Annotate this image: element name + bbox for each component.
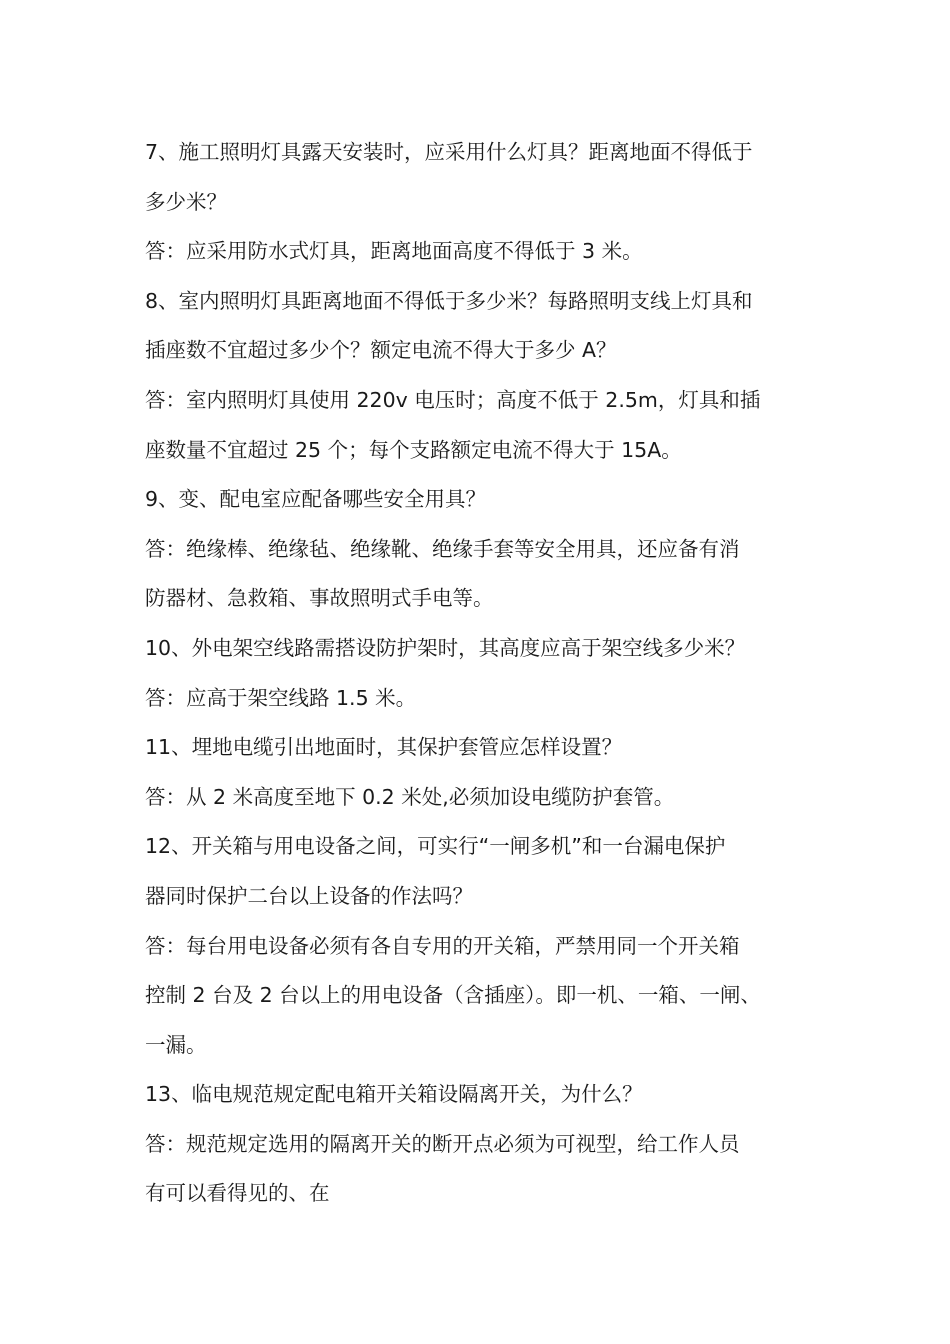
text-line-a11: 答：从 2 米高度至地下 0.2 米处,必须加设电缆防护套管。 bbox=[145, 784, 675, 809]
text-line-a8-1: 答：室内照明灯具使用 220v 电压时；高度不低于 2.5m，灯具和插 bbox=[145, 387, 761, 412]
text-line-a12-2: 控制 2 台及 2 台以上的用电设备（含插座）。即一机、一箱、一闸、 bbox=[145, 983, 761, 1008]
text-line-a10: 答：应高于架空线路 1.5 米。 bbox=[145, 685, 417, 710]
text-line-q8-1: 8、室内照明灯具距离地面不得低于多少米？每路照明支线上灯具和 bbox=[145, 288, 753, 313]
text-line-a13-2: 有可以看得见的、在 bbox=[145, 1181, 330, 1206]
text-line-q7-1: 7、施工照明灯具露天安装时，应采用什么灯具？距离地面不得低于 bbox=[145, 140, 753, 164]
text-line-q8-2: 插座数不宜超过多少个？额定电流不得大于多少 A？ bbox=[145, 338, 617, 363]
text-line-a12-3: 一漏。 bbox=[145, 1032, 207, 1057]
text-line-a13-1: 答：规范规定选用的隔离开关的断开点必须为可视型，给工作人员 bbox=[145, 1131, 740, 1156]
text-line-a12-1: 答：每台用电设备必须有各自专用的开关箱，严禁用同一个开关箱 bbox=[145, 933, 740, 958]
text-line-a8-2: 座数量不宜超过 25 个；每个支路额定电流不得大于 15A。 bbox=[145, 437, 682, 462]
text-line-q12-1: 12、开关箱与用电设备之间，可实行“一闸多机”和一台漏电保护 bbox=[145, 834, 726, 859]
text-line-q13: 13、临电规范规定配电箱开关箱设隔离开关，为什么？ bbox=[145, 1082, 643, 1107]
text-line-q9: 9、变、配电室应配备哪些安全用具？ bbox=[145, 487, 487, 512]
text-line-q12-2: 器同时保护二台以上设备的作法吗？ bbox=[145, 883, 473, 908]
text-line-q11: 11、埋地电缆引出地面时，其保护套管应怎样设置？ bbox=[145, 735, 623, 760]
text-line-q10: 10、外电架空线路需搭设防护架时，其高度应高于架空线多少米？ bbox=[145, 635, 746, 660]
document-body bbox=[145, 128, 825, 1219]
text-line-a9-2: 防器材、急救箱、事故照明式手电等。 bbox=[145, 586, 494, 611]
text-line-q7-2: 多少米？ bbox=[145, 189, 227, 214]
text-line-a7: 答：应采用防水式灯具，距离地面高度不得低于 3 米。 bbox=[145, 239, 643, 264]
text-line-a9-1: 答：绝缘棒、绝缘毡、绝缘靴、绝缘手套等安全用具，还应备有消 bbox=[145, 536, 740, 561]
